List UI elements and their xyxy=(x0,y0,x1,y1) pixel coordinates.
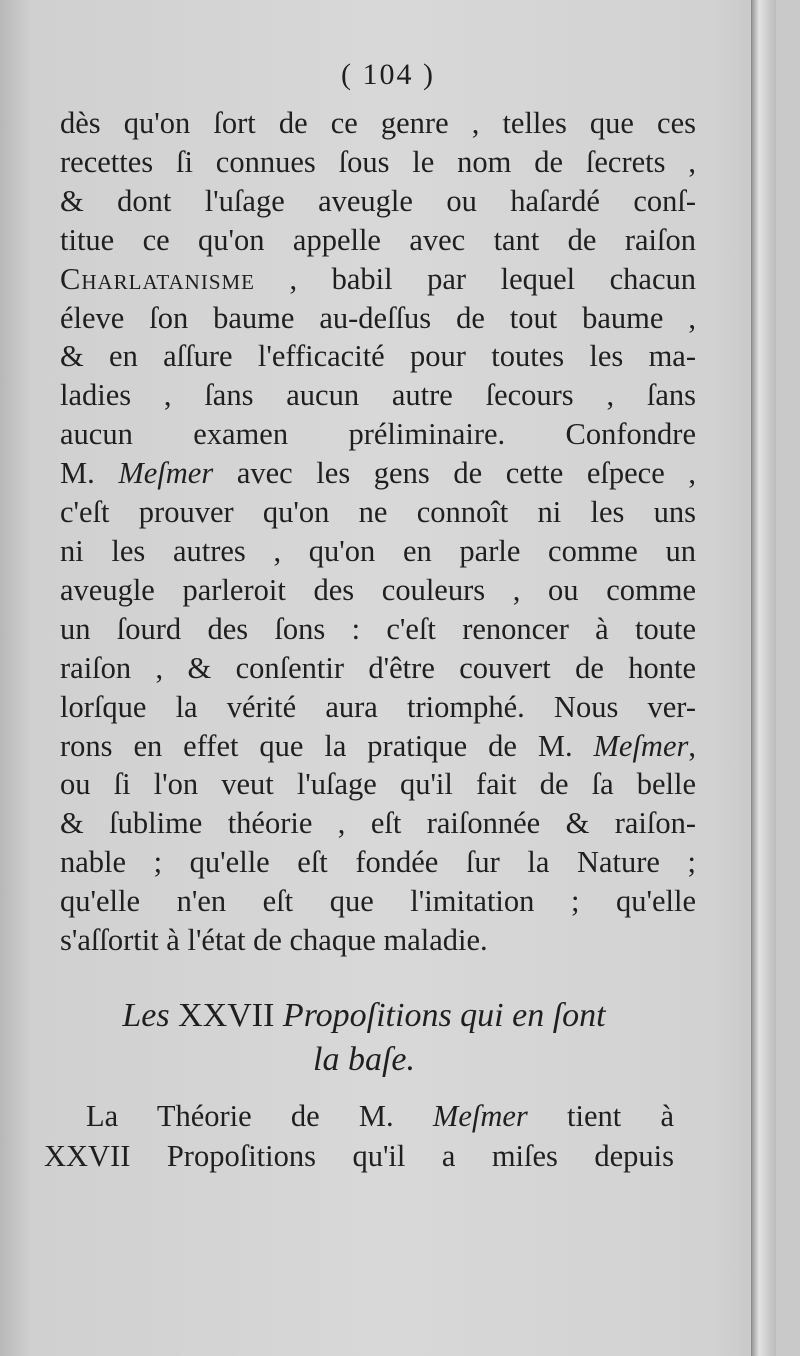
text-line xyxy=(44,1096,674,1136)
page-edge xyxy=(751,0,776,1356)
page-number: ( 104 ) xyxy=(341,58,435,91)
text-fragment: , babil par lequel chacun xyxy=(289,261,696,296)
text-line: un ſourd des ſons : c'eſt renoncer à toute xyxy=(60,611,696,646)
text-line: s'aſſortit à l'état de chaque maladie. xyxy=(60,923,488,958)
text-line: ni les autres , qu'on en parle comme un xyxy=(60,533,696,568)
heading-italic: Propoſitions qui en ſont xyxy=(274,997,606,1034)
heading-italic: Les xyxy=(122,997,179,1034)
text-fragment: avec les gens de cette eſpece , xyxy=(213,456,696,491)
text-fragment: tient à xyxy=(527,1099,674,1133)
italic-name: Meſmer xyxy=(432,1099,528,1133)
small-caps-word: Charlatanisme xyxy=(60,261,255,296)
text-line: aucun examen préliminaire. Confondre xyxy=(60,417,696,452)
paragraph-2 xyxy=(44,1096,674,1176)
section-heading xyxy=(44,994,684,1082)
text-line: XXVII Propoſitions qu'il a miſes depuis xyxy=(44,1139,674,1173)
text-line: éleve ſon baume au-deſſus de tout baume , xyxy=(60,300,696,335)
heading-line: la baſe. xyxy=(313,1041,415,1078)
text-line: raiſon , & conſentir d'être couvert de honte xyxy=(60,650,696,685)
heading-line xyxy=(44,994,684,1038)
text-line: aveugle parleroit des couleurs , ou comme xyxy=(60,572,696,607)
italic-name: Meſmer xyxy=(593,728,689,763)
text-line: titue ce qu'on appelle avec tant de raiſon xyxy=(60,222,696,257)
text-fragment: M. xyxy=(60,456,119,491)
text-line: dès qu'on ſort de ce genre , telles que ces xyxy=(60,106,696,140)
text-line xyxy=(60,454,696,493)
text-line: recettes ſi connues ſous le nom de ſecrets , xyxy=(60,144,696,179)
text-line xyxy=(60,727,696,766)
text-line: & ſublime théorie , eſt raiſonnée & raiſon- xyxy=(60,806,696,841)
text-line: lorſque la vérité aura triomphé. Nous ver- xyxy=(60,689,696,724)
text-line: qu'elle n'en eſt que l'imitation ; qu'elle xyxy=(60,884,696,919)
text-fragment: , xyxy=(688,728,696,763)
paragraph-1 xyxy=(60,104,696,960)
text-line: ladies , ſans aucun autre ſecours , ſans xyxy=(60,378,696,413)
text-fragment: La Théorie de M. xyxy=(86,1099,433,1133)
text-line xyxy=(60,260,696,299)
text-fragment: rons en effet que la pratique de M. xyxy=(60,728,594,763)
text-line: & dont l'uſage aveugle ou haſardé conſ- xyxy=(60,183,696,218)
text-line: nable ; qu'elle eſt fondée ſur la Nature ; xyxy=(60,845,696,880)
heading-roman: XXVII xyxy=(178,997,275,1034)
text-line: c'eſt prouver qu'on ne connoît ni les uns xyxy=(60,495,696,530)
italic-name: Meſmer xyxy=(118,456,214,491)
text-line: ou ſi l'on veut l'uſage qu'il fait de ſa belle xyxy=(60,767,696,802)
text-line: & en aſſure l'efficacité pour toutes les ma- xyxy=(60,339,696,374)
